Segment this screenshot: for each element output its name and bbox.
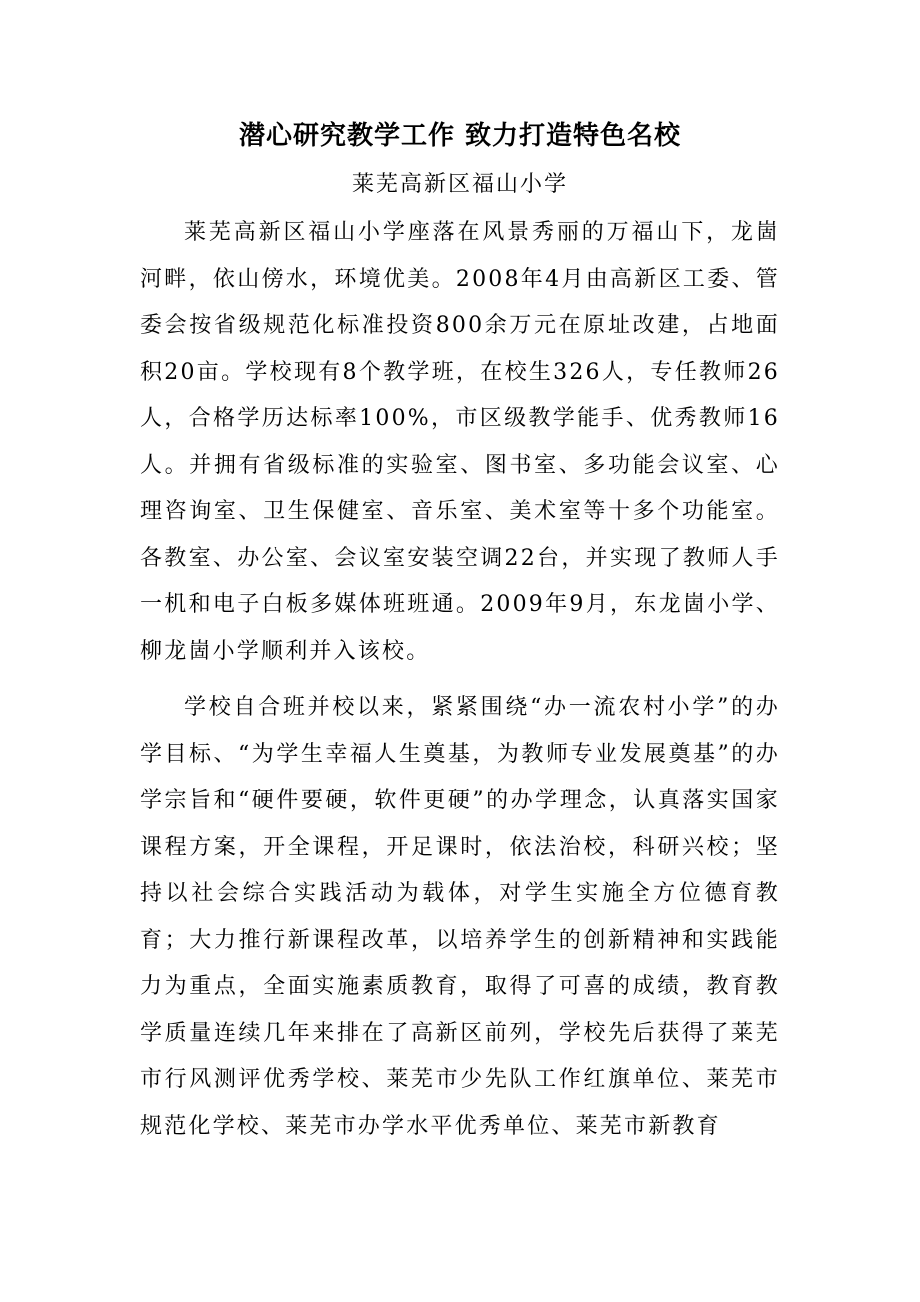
document-body [140,210,780,1150]
body-paragraph: 莱芜高新区福山小学座落在风景秀丽的万福山下，龙崮河畔，依山傍水，环境优美。2008年4月由高新区工委、管委会按省级规范化标准投资800余万元在原址改建，占地面积20亩。学校现有8个教学班，在校生326人，专任教师26人，合格学历达标率100%，市区级教学能手、优秀教师16人。并拥有省级标准的实验室、图书室、多功能会议室、心理咨询室、卫生保健室、音乐室、美术室等十多个功能室。各教室、办公室、会议室安装空调22台，并实现了教师人手一机和电子白板多媒体班班通。2009年9月，东龙崮小学、柳龙崮小学顺利并入该校。 [140,220,780,664]
body-paragraph: 学校自合班并校以来，紧紧围绕“办一流农村小学”的办学目标、“为学生幸福人生奠基，为教师专业发展奠基”的办学宗旨和“硬件要硬，软件更硬”的办学理念，认真落实国家课程方案，开全课程，开足课时，依法治校，科研兴校；坚持以社会综合实践活动为载体，对学生实施全方位德育教育；大力推行新课程改革，以培养学生的创新精神和实践能力为重点，全面实施素质教育，取得了可喜的成绩，教育教学质量连续几年来排在了高新区前列，学校先后获得了莱芜市行风测评优秀学校、莱芜市少先队工作红旗单位、莱芜市规范化学校、莱芜市办学水平优秀单位、莱芜市新教育 [140,695,780,1139]
document-title: 潜心研究教学工作 致力打造特色名校 [238,121,682,151]
document-author: 莱芜高新区福山小学 [351,172,568,197]
